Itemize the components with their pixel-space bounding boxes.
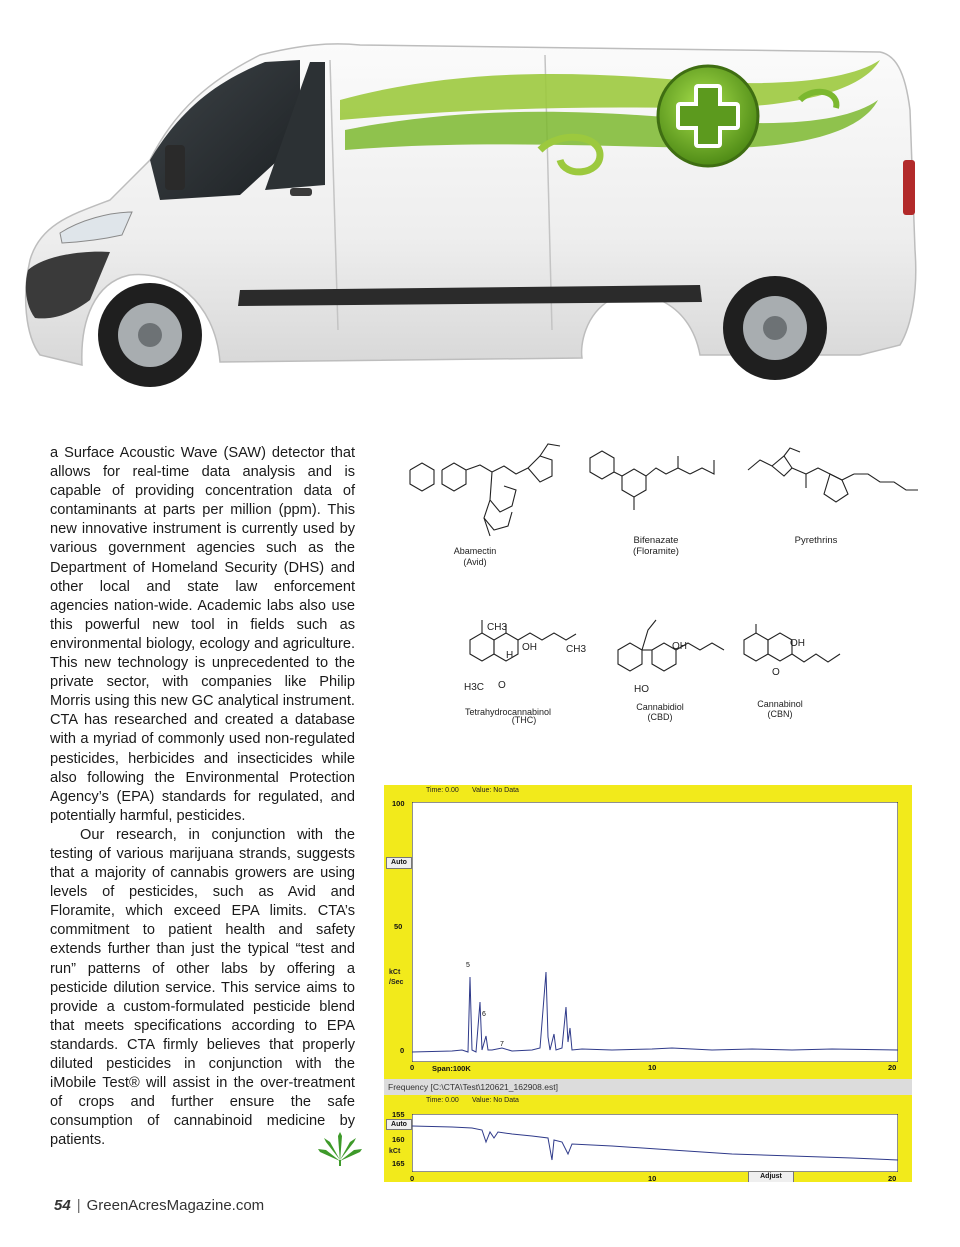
x-tick: 0 [410,1174,415,1182]
cbd-structure [618,620,724,671]
x-tick: 10 [648,1063,657,1072]
cbd-alt: (CBD) [647,712,673,722]
page-number: 54 [54,1197,71,1214]
y-tick: 50 [394,922,403,931]
abamectin-alt: (Avid) [463,557,487,567]
x-tick: 10 [648,1174,657,1182]
unit-sec: /Sec [389,979,404,986]
frequency-window-titlebar: Frequency [C:\CTA\Test\120621_162908.est] [384,1079,912,1095]
van-photo [0,0,960,420]
cbn-label: Cannabinol [757,699,803,709]
cbd-ho: HO [634,684,649,695]
unit-kct: kCt [389,969,401,976]
adjust-button[interactable]: Adjust [748,1171,794,1182]
magazine-site: GreenAcresMagazine.com [86,1197,265,1214]
chromatogram-window [384,785,912,1079]
footer-separator: | [76,1197,81,1214]
article-paragraph: a Surface Acoustic Wave (SAW) detector that allows for real-time data analysis and is capable of providing concentration data of contaminants at parts per million (ppm). This new innovative instrument is currently used by various government agencies such as the Department of Homeland Security (DHS) and other local and state law enforcement agencies nation-wide. Academic labs also use this powerful new tool in fields such as environmental biology, ecology and agriculture. This new technology is unprecedented to the private sector, with companies like Philip Morris using this new GC analytical instrument. CTA has researched and created a database with a myriad of commonly used non-regulated pesticides, herbicides and insecticides while also following the Environmental Protection Agency’s (EPA) standards for regulated, and potentially harmful, pesticides. [50,445,355,824]
x-tick: 20 [888,1174,897,1182]
value-readout: Value: No Data [472,787,519,794]
thc-h: H [506,650,514,661]
cbd-oh: OH [672,641,687,652]
cbn-oh: OH [790,638,805,649]
y-tick: 160 [392,1135,405,1144]
frequency-window [384,1095,912,1182]
article-paragraph: Our research, in conjunction with the testing of various marijuana strands, suggests that a majority of cannabis growers are using levels of pesticides, such as Avid and Floramite, which exceed EPA limits. CTA’s commitment to patient health and safety extends further than just the typical “test and run” patterns of other labs by offering a pesticide dilution service. This service aims to provide a custom-formulated pesticide blend that meets specifications according to EPA standards. CTA firmly believes that properly diluted pesticides in conjunction with the iMobile Test® will assist in the over-treatment of crops and further ensure the safe consumption of cannabinoid medicine by patients. [50,826,355,1149]
cbn-alt: (CBN) [767,709,793,719]
thc-oh: OH [522,642,537,653]
x-tick: 0 [410,1063,415,1072]
peak-label: 7 [500,1041,504,1048]
medical-cross-icon [658,66,758,166]
value-readout: Value: No Data [472,1097,519,1104]
thc-h3c: H3C [464,682,485,693]
span-readout: Span:100K [432,1064,471,1073]
pyrethrins-label: Pyrethrins [794,535,838,546]
bifenazate-label: Bifenazate [633,535,679,546]
cbd-label: Cannabidiol [636,702,684,712]
bifenazate-structure [590,451,714,510]
rear-wheel [723,276,827,380]
x-tick: 20 [888,1063,897,1072]
peak-label: 5 [466,962,470,969]
y-tick: 165 [392,1159,405,1168]
thc-ch3-top: CH3 [487,622,508,633]
page-footer [54,1197,264,1214]
pyrethrins-structure [748,448,918,502]
abamectin-label: Abamectin [453,546,497,556]
time-readout: Time: 0.00 [426,1097,459,1104]
abamectin-structure [410,444,560,536]
front-wheel [98,283,202,387]
y-tick: 155 [392,1110,405,1119]
cbn-o: O [772,667,780,678]
peak-label: 6 [482,1011,486,1018]
thc-structure [470,620,576,661]
thc-ch3-right: CH3 [566,644,587,655]
cannabis-leaf-icon [318,1130,362,1166]
bifenazate-alt: (Floramite) [633,546,679,557]
chemical-structures [380,430,940,730]
article-body [50,444,355,1150]
y-tick: 0 [400,1046,405,1055]
unit-kct: kCt [389,1148,401,1155]
frequency-plot [412,1114,898,1172]
chromatogram-plot [412,802,898,1062]
y-tick: 100 [392,799,405,808]
time-readout: Time: 0.00 [426,787,459,794]
auto-scale-button[interactable]: Auto [386,857,412,869]
thc-label: Tetrahydrocannabinol [464,707,552,717]
thc-alt: (THC) [511,715,537,725]
auto-scale-button[interactable]: Auto [386,1119,412,1130]
thc-o: O [498,680,506,691]
